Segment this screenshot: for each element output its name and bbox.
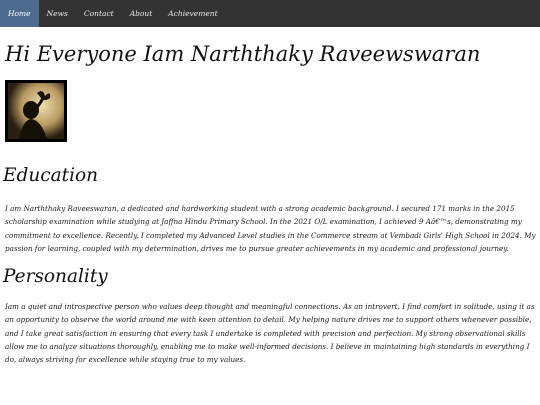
personality-heading: Personality — [3, 266, 108, 288]
education-text: I am Narththaky Raveeswaran, a dedicated and hardworking student with a strong academic background. I secured 171 marks in the 2015 scholarship examination while studying at Jaffna Hindu Primary School. In the 2021 O/L examination, I achieved 9 Aâ€™s, demonstrating my commitment to excellence. Recently, I completed my Advanced Level studies in the Commerce stream at Vembadi Girls' High School in 2024. My passion for learning, coupled with my determination, drives me to pursue greater achievements in my academic and professional journey. — [5, 204, 536, 253]
nav-contact-link[interactable]: Contact — [83, 9, 114, 18]
navbar — [0, 0, 540, 27]
education-heading: Education — [3, 165, 99, 186]
nav-about-link[interactable]: About — [129, 9, 153, 18]
personality-text: Iam a quiet and introspective person who values deep thought and meaningful connections. As an introvert, I find comfort in solitude, using it as an opportunity to observe the world around me with keen attention to detail. My helping nature drives me to support others whenever possible, and I take great satisfaction in ensuring that every task I undertake is completed with precision and perfection. My strong observational skills allow me to analyze situations thoroughly, enabling me to make well-informed decisions. I believe in maintaining high standards in everything I do, always striving for excellence while staying true to my values. — [5, 302, 535, 365]
nav-news-link[interactable]: News — [46, 9, 68, 18]
nav-home-link[interactable]: Home — [0, 0, 39, 27]
profile-photo — [5, 80, 67, 142]
nav-achievement-link[interactable]: Achievement — [168, 9, 218, 18]
page-title: Hi Everyone Iam Narththaky Raveewswaran — [5, 42, 481, 66]
